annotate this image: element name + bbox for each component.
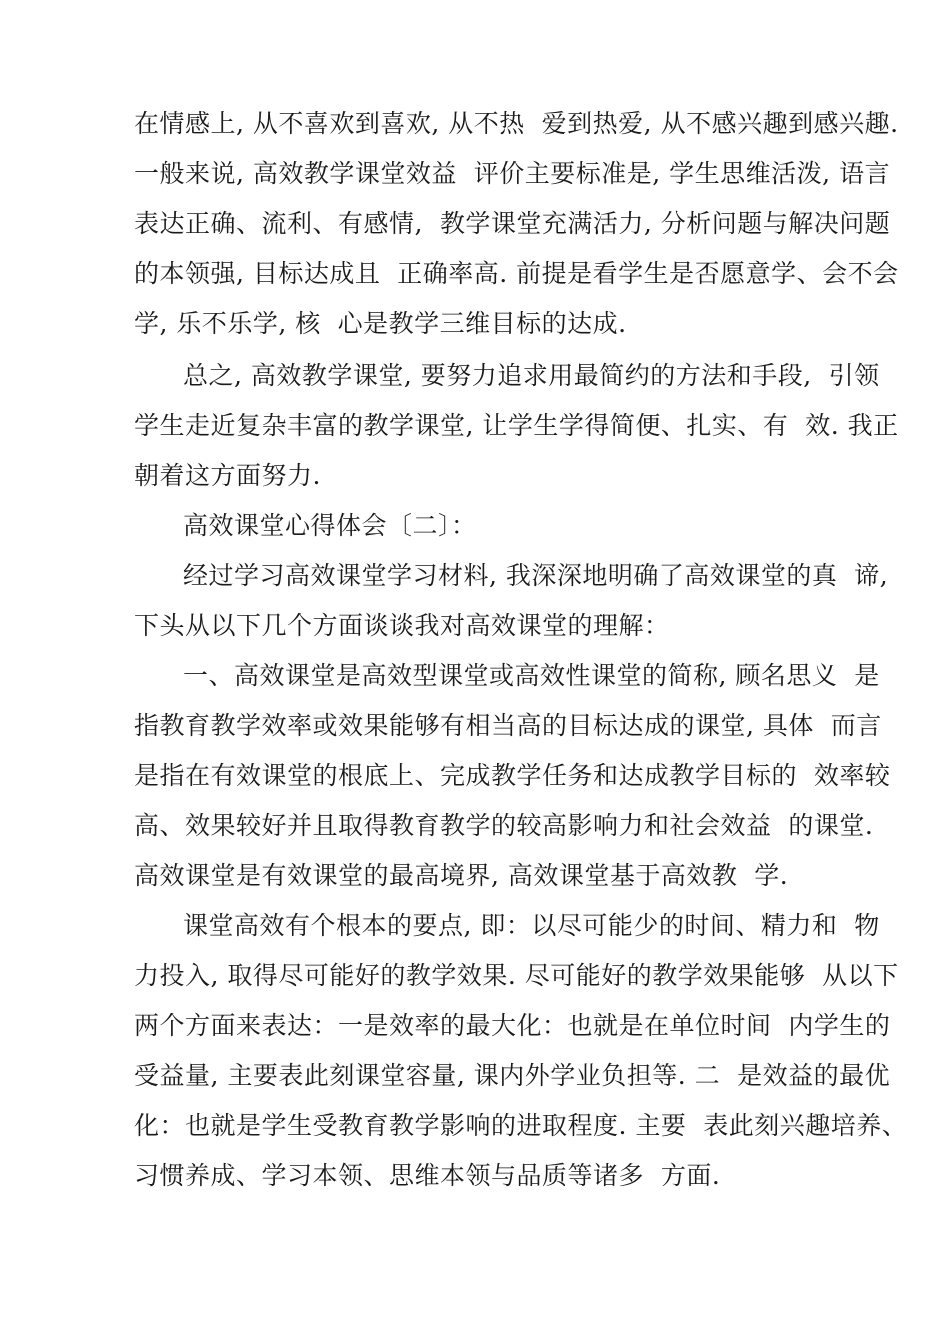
- text-line: 化：也就是学生受教育教学影响的进取程度. 主要 表此刻兴趣培养、: [134, 1111, 908, 1140]
- text-line: 学生走近复杂丰富的教学课堂, 让学生学得简便、扎实、有 效. 我正: [134, 411, 899, 440]
- text-line: 下头从以下几个方面谈谈我对高效课堂的理解：: [134, 611, 670, 640]
- text-line: 经过学习高效课堂学习材料, 我深深地明确了高效课堂的真 谛,: [183, 561, 889, 590]
- text-line: 力投入, 取得尽可能好的教学效果. 尽可能好的教学效果能够 从以下: [134, 961, 899, 990]
- text-line: 是指在有效课堂的根底上、完成教学任务和达成教学目标的 效率较: [134, 761, 891, 790]
- text-line: 课堂高效有个根本的要点, 即：以尽可能少的时间、精力和 物: [183, 911, 880, 940]
- text-line: 指教育教学效率或效果能够有相当高的目标达成的课堂, 具体 而言: [134, 711, 882, 740]
- section-heading: 高效课堂心得体会〔二〕：: [183, 511, 477, 540]
- text-line: 高效课堂是有效课堂的最高境界, 高效课堂基于高效教 学.: [134, 861, 789, 890]
- text-line: 高、效果较好并且取得教育教学的较高影响力和社会效益 的课堂.: [134, 811, 874, 840]
- text-line: 总之, 高效教学课堂, 要努力追求用最简约的方法和手段, 引领: [183, 361, 880, 390]
- text-line: 表达正确、流利、有感情, 教学课堂充满活力, 分析问题与解决问题: [134, 209, 891, 238]
- text-line: 的本领强, 目标达成且 正确率高. 前提是看学生是否愿意学、会不会: [134, 259, 899, 288]
- text-line: 一般来说, 高效教学课堂效益 评价主要标准是, 学生思维活泼, 语言: [134, 159, 891, 188]
- text-line: 两个方面来表达：一是效率的最大化：也就是在单位时间 内学生的: [134, 1011, 891, 1040]
- text-line: 在情感上, 从不喜欢到喜欢, 从不热 爱到热爱, 从不感兴趣到感兴趣.: [134, 109, 899, 138]
- text-line: 朝着这方面努力.: [134, 461, 321, 490]
- text-line: 一、高效课堂是高效型课堂或高效性课堂的简称, 顾名思义 是: [183, 661, 880, 690]
- text-line: 学, 乐不乐学, 核 心是教学三维目标的达成.: [134, 309, 627, 338]
- text-line: 习惯养成、学习本领、思维本领与品质等诸多 方面.: [134, 1161, 721, 1190]
- text-line: 受益量, 主要表此刻课堂容量, 课内外学业负担等. 二 是效益的最优: [134, 1061, 891, 1090]
